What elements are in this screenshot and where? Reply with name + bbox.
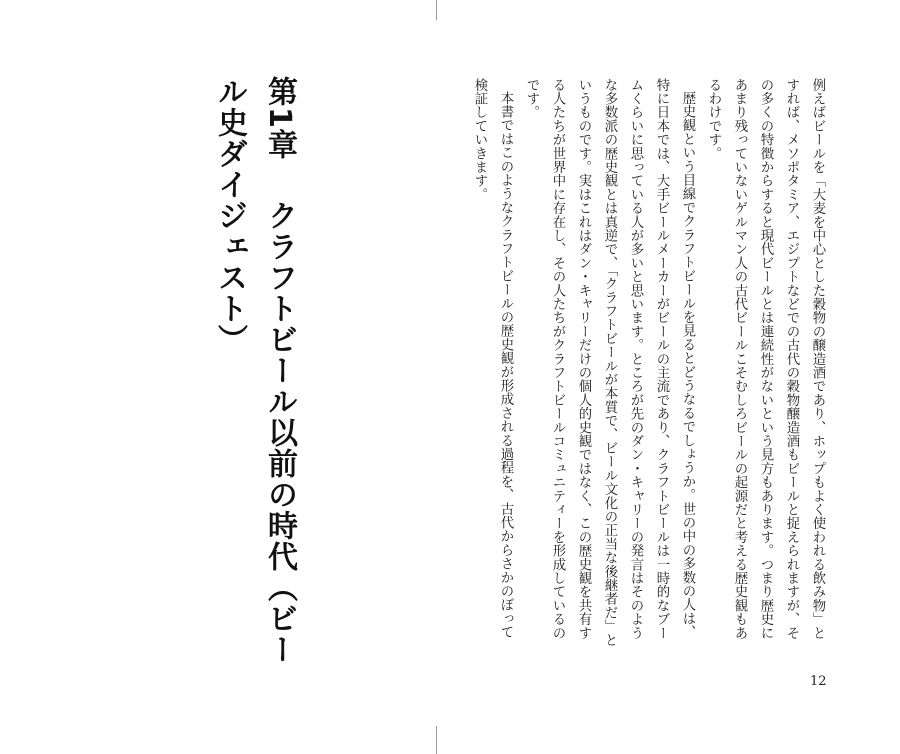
body-text — [466, 78, 830, 648]
paragraph-1: 例えばビールを「大麦を中心とした穀物の醸造酒であり、ホップもよく使われる飲み物」とすれば、メソポタミア、エジプトなどでの古代の穀物醸造酒もビールと捉えられますが、その多くの特徴からすると現代ビールとは連続性がないという見方もあります。つまり歴史にあまり残っていないゲルマン人の古代ビールこそむしろビールの起源だと考える歴史観もあるわけです。 — [706, 78, 825, 640]
paragraph-2: 歴史観という目線でクラフトビールを見るとどうなるでしょうか。世の中の多数の人は、特に日本では、大手ビールメーカーがビールの主流であり、クラフトビールは一時的なブームくらいに思っている人が多いと思います。ところが先のダン・キャリーの発言はそのような多数派の歴史観とは真逆で、「クラフトビールが本質で、ビール文化の正当な後継者だ」というものです。実はこれはダン・キャリーだけの個人的史観ではなく、この歴史観を共有する人たちが世界中に存在し、その人たちがクラフトビールコミュニティーを形成しているのです。 — [524, 78, 695, 647]
page-number: 12 — [810, 674, 827, 689]
chapter-heading — [204, 76, 304, 676]
chapter-number: 第1章 — [262, 76, 297, 160]
crop-mark-top — [436, 0, 437, 20]
paragraph-3: 本書ではこのようなクラフトビールの歴史観が形成される過程を、古代からさかのぼって検証していきます。 — [472, 78, 513, 640]
chapter-title: クラフトビール以前の時代（ビール史ダイジェスト） — [212, 76, 297, 665]
crop-mark-bottom — [436, 726, 437, 754]
